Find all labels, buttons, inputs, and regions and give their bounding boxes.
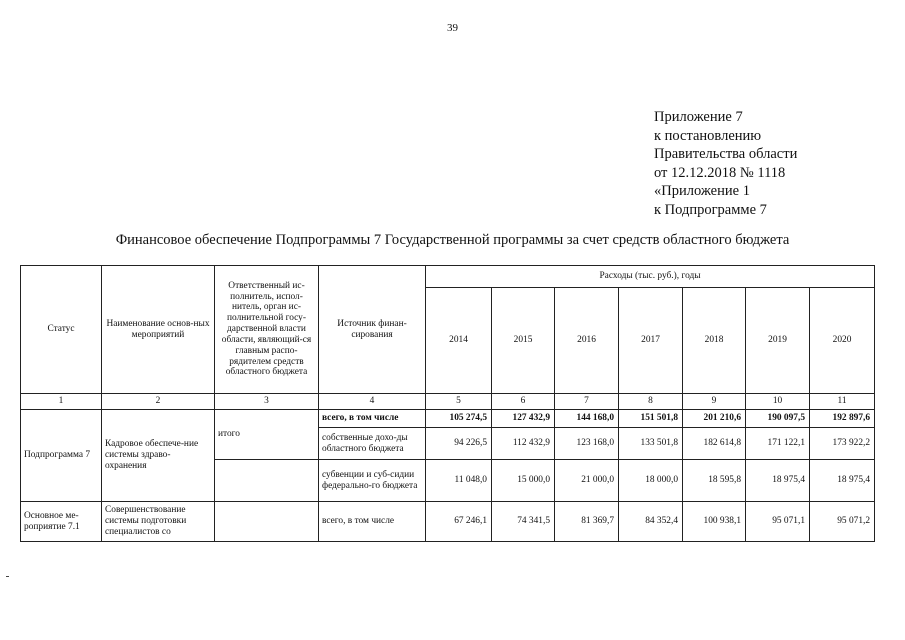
- value-cell: 133 501,8: [619, 428, 683, 460]
- value-cell: 95 071,1: [746, 502, 810, 542]
- source-cell: собственные дохо-ды областного бюджета: [319, 428, 426, 460]
- table-row: [21, 502, 875, 542]
- value-cell: 11 048,0: [426, 460, 492, 502]
- value-cell: 81 369,7: [555, 502, 619, 542]
- header-name: Наименование основ-ных мероприятий: [102, 266, 215, 394]
- value-cell: 18 975,4: [810, 460, 875, 502]
- column-number-row: [21, 394, 875, 410]
- appendix-line: «Приложение 1: [654, 183, 750, 200]
- value-cell: 67 246,1: [426, 502, 492, 542]
- header-year: 2020: [810, 288, 875, 394]
- column-number: 1: [21, 394, 102, 410]
- document-title: Финансовое обеспечение Подпрограммы 7 Государственной программы за счет средств областного бюджета: [115, 232, 790, 248]
- value-cell: 95 071,2: [810, 502, 875, 542]
- header-source: Источник финан-сирования: [319, 266, 426, 394]
- value-cell: 171 122,1: [746, 428, 810, 460]
- header-expenses: Расходы (тыс. руб.), годы: [426, 266, 875, 288]
- activity-status: Основное ме-роприятие 7.1: [21, 502, 102, 542]
- column-number: 10: [746, 394, 810, 410]
- value-cell: 123 168,0: [555, 428, 619, 460]
- header-year: 2019: [746, 288, 810, 394]
- value-cell: 105 274,5: [426, 410, 492, 428]
- column-number: 5: [426, 394, 492, 410]
- scan-mark: [6, 576, 9, 577]
- column-number: 9: [683, 394, 746, 410]
- financing-table: [20, 265, 875, 542]
- value-cell: 15 000,0: [492, 460, 555, 502]
- value-cell: 100 938,1: [683, 502, 746, 542]
- value-cell: 74 341,5: [492, 502, 555, 542]
- activity-executor: [215, 502, 319, 542]
- appendix-line: к постановлению: [654, 127, 762, 144]
- appendix-line: от 12.12.2018 № 1118: [654, 164, 786, 181]
- value-cell: 84 352,4: [619, 502, 683, 542]
- column-number: 7: [555, 394, 619, 410]
- activity-name: Совершенствование системы подготовки специалистов со: [102, 502, 215, 542]
- column-number: 6: [492, 394, 555, 410]
- value-cell: 18 595,8: [683, 460, 746, 502]
- value-cell: 151 501,8: [619, 410, 683, 428]
- appendix-line: к Подпрограмме 7: [654, 201, 767, 218]
- header-year: 2014: [426, 288, 492, 394]
- subprogram-executor: итого: [215, 410, 319, 460]
- subprogram-name: Кадровое обеспече-ние системы здраво-охранения: [102, 410, 215, 502]
- value-cell: 18 975,4: [746, 460, 810, 502]
- value-cell: 18 000,0: [619, 460, 683, 502]
- subprogram-status: Подпрограмма 7: [21, 410, 102, 502]
- executor-empty-cell: [215, 460, 319, 502]
- column-number: 3: [215, 394, 319, 410]
- value-cell: 144 168,0: [555, 410, 619, 428]
- appendix-block: [654, 108, 797, 220]
- header-year: 2016: [555, 288, 619, 394]
- header-status: Статус: [21, 266, 102, 394]
- value-cell: 112 432,9: [492, 428, 555, 460]
- column-number: 8: [619, 394, 683, 410]
- page-number: 39: [447, 22, 458, 34]
- value-cell: 173 922,2: [810, 428, 875, 460]
- header-year: 2018: [683, 288, 746, 394]
- appendix-line: Правительства области: [654, 146, 798, 163]
- source-cell: всего, в том числе: [319, 502, 426, 542]
- value-cell: 94 226,5: [426, 428, 492, 460]
- value-cell: 192 897,6: [810, 410, 875, 428]
- value-cell: 21 000,0: [555, 460, 619, 502]
- appendix-line: Приложение 7: [654, 109, 743, 125]
- table-row: [21, 410, 875, 428]
- value-cell: 190 097,5: [746, 410, 810, 428]
- source-cell: всего, в том числе: [319, 410, 426, 428]
- value-cell: 127 432,9: [492, 410, 555, 428]
- column-number: 4: [319, 394, 426, 410]
- header-year: 2015: [492, 288, 555, 394]
- value-cell: 201 210,6: [683, 410, 746, 428]
- header-year: 2017: [619, 288, 683, 394]
- column-number: 11: [810, 394, 875, 410]
- header-executor: Ответственный ис-полнитель, испол-нитель, орган ис-полнительной госу-дарственной власти области, являющий-ся главным распо-рядителем средств областного бюджета: [215, 266, 319, 394]
- value-cell: 182 614,8: [683, 428, 746, 460]
- source-cell: субвенции и суб-сидии федерально-го бюджета: [319, 460, 426, 502]
- column-number: 2: [102, 394, 215, 410]
